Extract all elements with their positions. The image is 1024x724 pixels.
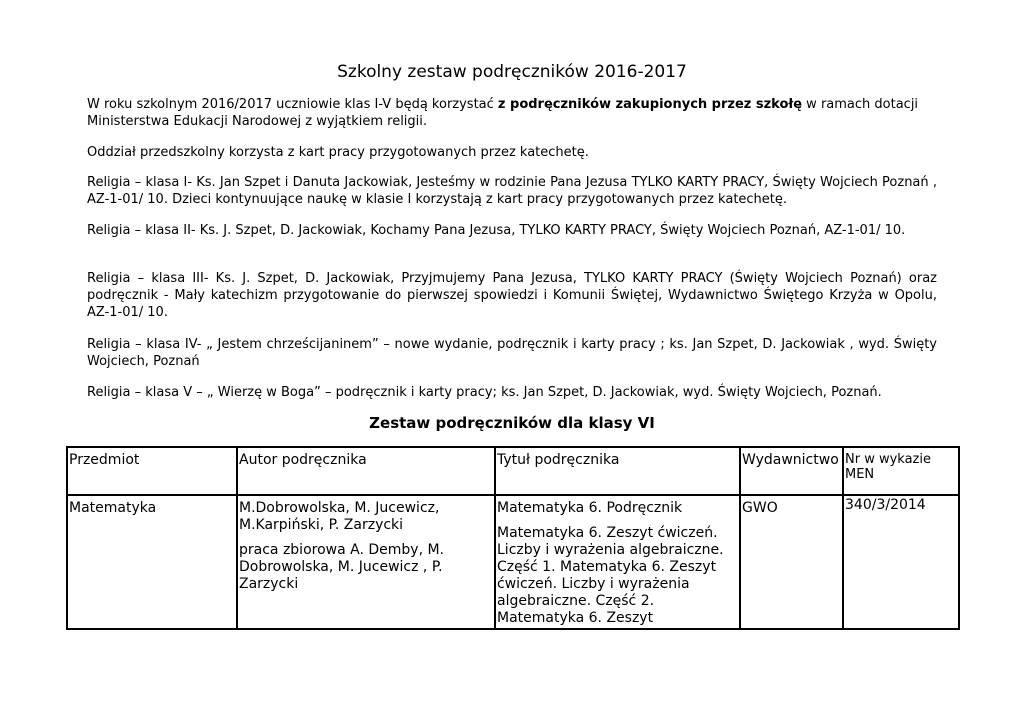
paragraph-religion-class-4: Religia – klasa IV- „ Jestem chrześcijaninem” – nowe wydanie, podręcznik i karty pracy ; ks. Jan Szpet, D. Jackowiak , wyd. Święty Wojciech, Poznań [87,337,937,369]
textbook-table [66,446,960,630]
table-header-row [67,447,959,495]
header-author: Autor podręcznika [237,447,495,495]
author-primary: M.Dobrowolska, M. Jucewicz, M.Karpiński, P. Zarzycki [239,500,440,533]
header-title: Tytuł podręcznika [495,447,740,495]
intro-paragraph [87,96,937,130]
intro-bold-text: z podręczników zakupionych przez szkołę [497,97,803,112]
cell-author [237,495,495,629]
header-men-number: Nr w wykazie MEN [843,447,959,495]
author-secondary: praca zbiorowa A. Demby, M. Dobrowolska, M. Jucewicz , P. Zarzycki [239,542,444,592]
cell-subject: Matematyka [67,495,237,629]
table-row [67,495,959,629]
header-publisher: Wydawnictwo [740,447,843,495]
intro-text-end: w ramach dotacji Ministerstwa Edukacji Narodowej z wyjątkiem religii. [87,97,919,129]
paragraph-religion-class-2: Religia – klasa II- Ks. J. Szpet, D. Jackowiak, Kochamy Pana Jezusa, TYLKO KARTY PRACY, Święty Wojciech Poznań, AZ-1-01/ 10. [87,223,906,238]
intro-text: W roku szkolnym 2016/2017 uczniowie klas I-V będą korzystać [87,97,498,112]
title-secondary: Matematyka 6. Zeszyt ćwiczeń. Liczby i wyrażenia algebraiczne. Część 1. Matematyka 6. Zeszyt ćwiczeń. Liczby i wyrażenia algebraiczne. Część 2. Matematyka 6. Zeszyt [497,525,724,626]
cell-men-number: 340/3/2014 [843,495,959,629]
paragraph-religion-class-3: Religia – klasa III- Ks. J. Szpet, D. Jackowiak, Przyjmujemy Pana Jezusa, TYLKO KARTY PRACY (Święty Wojciech Poznań) oraz podręcznik - Mały katechizm przygotowanie do pierwszej spowiedzi i Komunii Świętej, Wydawnictwo Świętego Krzyża w Opolu, AZ-1-01/ 10. [87,271,937,320]
cell-title [495,495,740,629]
cell-publisher: GWO [740,495,843,629]
title-primary: Matematyka 6. Podręcznik [497,500,683,516]
section-subtitle: Zestaw podręczników dla klasy VI [369,414,655,432]
paragraph-religion-class-5: Religia – klasa V – „ Wierzę w Boga” – podręcznik i karty pracy; ks. Jan Szpet, D. Jackowiak, wyd. Święty Wojciech, Poznań. [87,385,882,400]
paragraph-religion-class-1: Religia – klasa I- Ks. Jan Szpet i Danuta Jackowiak, Jesteśmy w rodzinie Pana Jezusa TYLKO KARTY PRACY, Święty Wojciech Poznań , AZ-1-01/ 10. Dzieci kontynuujące naukę w klasie I korzystają z kart pracy przygotowanych przez katechetę. [87,175,937,207]
paragraph-preschool: Oddział przedszkolny korzysta z kart pracy przygotowanych przez katechetę. [87,145,589,160]
header-subject: Przedmiot [67,447,237,495]
page-title: Szkolny zestaw podręczników 2016-2017 [337,62,687,82]
